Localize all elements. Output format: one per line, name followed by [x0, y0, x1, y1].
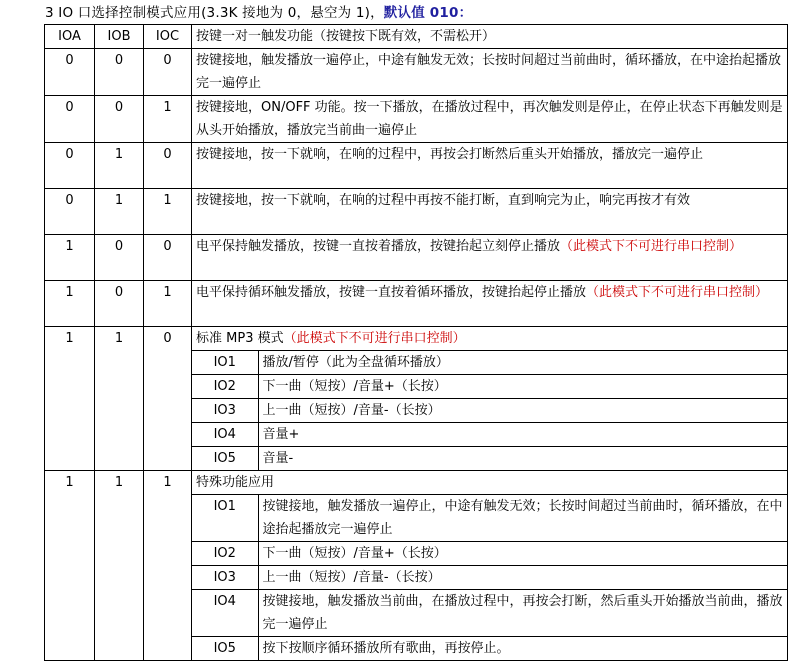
cell-ioc: 0: [144, 143, 192, 189]
list-item: [192, 495, 787, 542]
mp3-mode-row: [45, 327, 788, 471]
list-item: [192, 399, 787, 423]
title-main: 3 IO 口选择控制模式应用(3.3K 接地为 0，悬空为 1)，: [45, 5, 384, 21]
title-default-value: 默认值 010：: [383, 5, 473, 21]
special-io-table: [192, 495, 787, 660]
cell-ioc: 1: [144, 281, 192, 327]
cell-description: [192, 49, 788, 96]
description-text: 电平保持触发播放，按键一直按着播放，按键抬起立刻停止播放: [196, 239, 561, 254]
cell-ioa: 1: [45, 471, 95, 661]
list-item: [192, 423, 787, 447]
special-mode-row: [45, 471, 788, 661]
cell-ioa: 0: [45, 49, 95, 96]
mp3-mode-heading: [192, 327, 787, 351]
cell-ioc: 0: [144, 235, 192, 281]
cell-ioa: 1: [45, 327, 95, 471]
cell-iob: 1: [95, 327, 144, 471]
io-function: 音量+: [258, 423, 787, 447]
table-row: [45, 96, 788, 143]
list-item: [192, 351, 787, 375]
table-row: [45, 49, 788, 96]
mp3-io-table: [192, 351, 787, 470]
list-item: [192, 447, 787, 471]
io-pin: IO2: [192, 542, 258, 566]
io-function: 按键接地，触发播放当前曲，在播放过程中，再按会打断，然后重头开始播放当前曲，播放完一遍停止: [258, 590, 787, 637]
cell-ioc: 1: [144, 96, 192, 143]
cell-ioc: 1: [144, 471, 192, 661]
io-pin: IO3: [192, 399, 258, 423]
description-text: 按键接地，ON/OFF 功能。按一下播放，在播放过程中，再次触发则是停止，在停止状态下再触发则是从头开始播放，播放完当前曲一遍停止: [196, 100, 783, 138]
description-text: 电平保持循环触发播放，按键一直按着循环播放，按键抬起停止播放: [196, 285, 587, 300]
io-function: 上一曲（短按）/音量-（长按）: [258, 399, 787, 423]
description-text: 按键接地，按一下就响，在响的过程中再按不能打断，直到响完为止，响完再按才有效: [196, 193, 691, 208]
io-function: 按键接地，触发播放一遍停止，中途有触发无效；长按时间超过当前曲时，循环播放，在中途抬起播放完一遍停止: [258, 495, 787, 542]
table-row: [45, 143, 788, 189]
header-iob: IOB: [95, 25, 144, 49]
document-title: [45, 3, 472, 23]
mp3-mode-label: 标准 MP3 模式: [196, 331, 284, 346]
table-row: [45, 235, 788, 281]
header-ioa: IOA: [45, 25, 95, 49]
list-item: [192, 590, 787, 637]
cell-description: [192, 189, 788, 235]
io-pin: IO3: [192, 566, 258, 590]
cell-iob: 0: [95, 235, 144, 281]
special-mode-heading: 特殊功能应用: [192, 471, 787, 495]
io-mode-table: [44, 24, 788, 661]
list-item: [192, 637, 787, 661]
list-item: [192, 375, 787, 399]
io-function: 按下按顺序循环播放所有歌曲，再按停止。: [258, 637, 787, 661]
cell-description: [192, 235, 788, 281]
cell-ioa: 0: [45, 96, 95, 143]
header-function: 按键一对一触发功能（按键按下既有效，不需松开）: [192, 25, 788, 49]
cell-ioa: 1: [45, 235, 95, 281]
io-pin: IO5: [192, 637, 258, 661]
cell-iob: 0: [95, 49, 144, 96]
header-ioc: IOC: [144, 25, 192, 49]
table-row: [45, 189, 788, 235]
io-function: 播放/暂停（此为全盘循环播放）: [258, 351, 787, 375]
io-pin: IO4: [192, 590, 258, 637]
cell-description: [192, 281, 788, 327]
io-function: 音量-: [258, 447, 787, 471]
mp3-mode-cell: [192, 327, 788, 471]
description-warning: （此模式下不可进行串口控制）: [586, 285, 769, 300]
io-function: 上一曲（短按）/音量-（长按）: [258, 566, 787, 590]
cell-iob: 0: [95, 281, 144, 327]
io-function: 下一曲（短按）/音量+（长按）: [258, 375, 787, 399]
cell-iob: 0: [95, 96, 144, 143]
list-item: [192, 542, 787, 566]
cell-ioc: 0: [144, 327, 192, 471]
cell-iob: 1: [95, 189, 144, 235]
io-pin: IO4: [192, 423, 258, 447]
cell-description: [192, 143, 788, 189]
io-pin: IO5: [192, 447, 258, 471]
cell-ioa: 0: [45, 143, 95, 189]
mp3-mode-warning: （此模式下不可进行串口控制）: [283, 331, 466, 346]
cell-ioc: 1: [144, 189, 192, 235]
list-item: [192, 566, 787, 590]
description-warning: （此模式下不可进行串口控制）: [560, 239, 743, 254]
io-function: 下一曲（短按）/音量+（长按）: [258, 542, 787, 566]
description-text: 按键接地，按一下就响，在响的过程中，再按会打断然后重头开始播放，播放完一遍停止: [196, 147, 704, 162]
header-row: [45, 25, 788, 49]
description-text: 按键接地，触发播放一遍停止，中途有触发无效；长按时间超过当前曲时，循环播放，在中途抬起播放完一遍停止: [196, 53, 782, 91]
io-pin: IO1: [192, 351, 258, 375]
cell-ioc: 0: [144, 49, 192, 96]
cell-iob: 1: [95, 143, 144, 189]
cell-iob: 1: [95, 471, 144, 661]
cell-ioa: 1: [45, 281, 95, 327]
cell-ioa: 0: [45, 189, 95, 235]
table-row: [45, 281, 788, 327]
special-mode-cell: [192, 471, 788, 661]
cell-description: [192, 96, 788, 143]
io-pin: IO1: [192, 495, 258, 542]
io-pin: IO2: [192, 375, 258, 399]
